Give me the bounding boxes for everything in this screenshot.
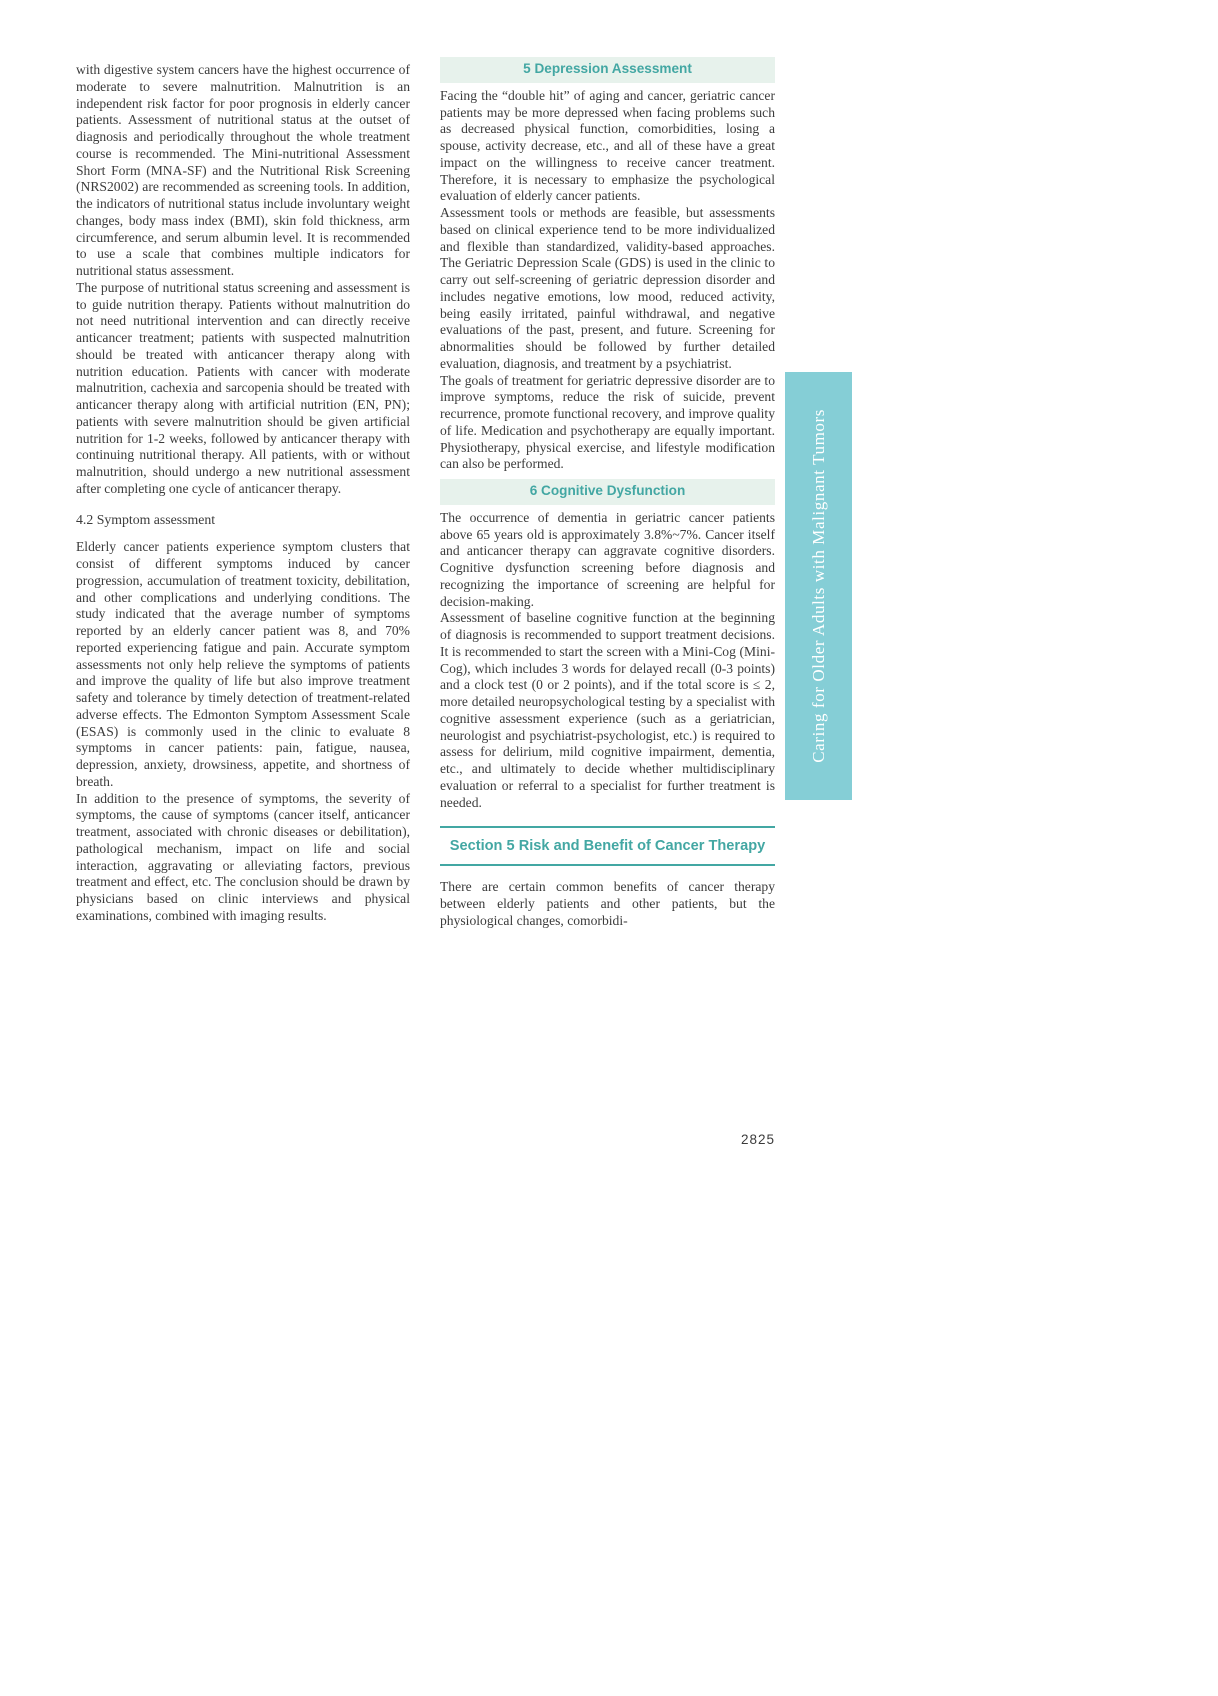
chapter-edge-tab xyxy=(785,372,852,800)
body-paragraph: The purpose of nutritional status screening and assessment is to guide nutrition therapy. Patients without malnutrition do not need nutritional intervention and can directly receive anticancer treatment; patients with suspected malnutrition should be treated with anticancer therapy along with nutrition education. Patients with cancer with moderate malnutrition, cachexia and sarcopenia should be treated with anticancer therapy along with artificial nutrition (EN, PN); patients with severe malnutrition should be given artificial nutrition for 1-2 weeks, followed by anticancer therapy with continuing nutritional therapy. All patients, with or without malnutrition, should undergo a new nutritional assessment after completing one cycle of anticancer therapy. xyxy=(76,279,410,496)
section-title-risk-benefit: Section 5 Risk and Benefit of Cancer Therapy xyxy=(440,826,775,866)
section-heading-cognitive: 6 Cognitive Dysfunction xyxy=(440,479,775,505)
body-paragraph: Facing the “double hit” of aging and cancer, geriatric cancer patients may be more depressed when facing problems such as decreased physical function, comorbidities, losing a spouse, activity decrease, etc., and all of these have a great impact on the willingness to receive cancer treatment. Therefore, it is necessary to emphasize the psychological evaluation of elderly cancer patients. xyxy=(440,87,775,204)
section-heading-depression: 5 Depression Assessment xyxy=(440,57,775,83)
page-number: 2825 xyxy=(741,1132,776,1147)
body-paragraph: Elderly cancer patients experience symptom clusters that consist of different symptoms induced by cancer progression, accumulation of treatment toxicity, debilitation, and other complications and underlying conditions. The study indicated that the average number of symptoms reported by an elderly cancer patient was 8, and 70% reported experiencing fatigue and pain. Accurate symptom assessments not only help relieve the symptoms of patients and improve the quality of life but also improve treatment safety and tolerance by timely detection of treatment-related adverse effects. The Edmonton Symptom Assessment Scale (ESAS) is commonly used in the clinic to evaluate 8 symptoms in cancer patients: pain, fatigue, nausea, depression, anxiety, drowsiness, appetite, and shortness of breath. xyxy=(76,539,410,789)
body-paragraph: The goals of treatment for geriatric depressive disorder are to improve symptoms, reduce the risk of suicide, prevent recurrence, promote functional recovery, and improve quality of life. Medication and psychotherapy are equally important. Physiotherapy, physical exercise, and lifestyle modification can also be performed. xyxy=(440,372,775,472)
left-column xyxy=(76,62,410,925)
right-column xyxy=(440,57,775,930)
body-paragraph: Assessment of baseline cognitive function at the beginning of diagnosis is recommended to support treatment decisions. It is recommended to start the screen with a Mini-Cog (Mini-Cog), which includes 3 words for delayed recall (0-3 points) and a clock test (0 or 2 points), and if the total score is ≤ 2, more detailed neuropsychological testing by a specialist with cognitive assessment experience (such as a geriatrician, neurologist and psychiatrist-psychologist, etc.) is required to assess for delirium, mild cognitive impairment, dementia, etc., and ultimately to decide whether multidisciplinary evaluation or referral to a specialist for further treatment is needed. xyxy=(440,610,775,810)
body-paragraph: There are certain common benefits of cancer therapy between elderly patients and other patients, but the physiological changes, comorbidi- xyxy=(440,879,775,928)
chapter-edge-tab-label: Caring for Older Adults with Malignant Tumors xyxy=(808,409,828,763)
body-paragraph: In addition to the presence of symptoms, the severity of symptoms, the cause of symptoms (cancer itself, anticancer treatment, associated with chronic diseases or debilitation), pathological mechanism, impact on life and social interaction, aggravating or alleviating factors, previous treatment and effect, etc. The conclusion should be drawn by physicians based on clinic interviews and physical examinations, combined with imaging results. xyxy=(76,790,410,923)
body-paragraph: Assessment tools or methods are feasible, but assessments based on clinical experience tend to be more individualized and flexible than standardized, validity-based approaches. The Geriatric Depression Scale (GDS) is used in the clinic to carry out self-screening of geriatric depression disorder and includes negative emotions, low mood, reduced activity, being easily irritated, painful withdrawal, and negative evaluations of the past, present, and future. Screening for abnormalities should be followed by further detailed evaluation, diagnosis, and treatment by a psychiatrist. xyxy=(440,205,775,371)
body-paragraph: with digestive system cancers have the highest occurrence of moderate to severe malnutrition. Malnutrition is an independent risk factor for poor prognosis in elderly cancer patients. Assessment of nutritional status at the outset of diagnosis and periodically throughout the whole treatment course is recommended. The Mini-nutritional Assessment Short Form (MNA-SF) and the Nutritional Risk Screening (NRS2002) are recommended as screening tools. In addition, the indicators of nutritional status include involuntary weight changes, body mass index (BMI), skin fold thickness, arm circumference, and serum albumin level. It is recommended to use a scale that combines multiple indicators for nutritional status assessment. xyxy=(76,62,410,278)
body-paragraph: The occurrence of dementia in geriatric cancer patients above 65 years old is approximately 3.8%~7%. Cancer itself and anticancer therapy can aggravate cognitive disorders. Cognitive dysfunction screening before diagnosis and recognizing the importance of screening are helpful for decision-making. xyxy=(440,509,775,609)
subsection-heading: 4.2 Symptom assessment xyxy=(76,511,216,527)
